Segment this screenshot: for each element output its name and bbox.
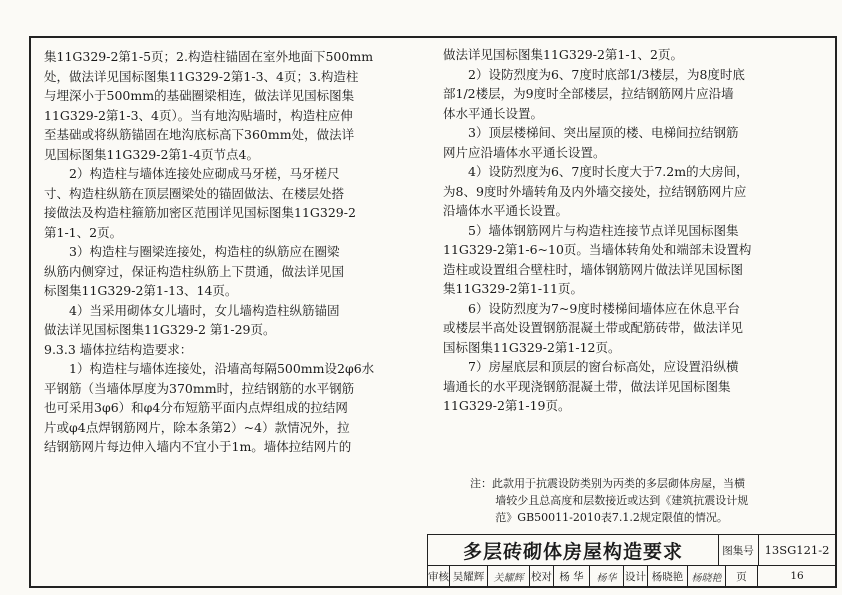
drawing-title: 多层砖砌体房屋构造要求 <box>428 535 719 566</box>
reviewer-signature: 关耀辉 <box>488 565 530 587</box>
text-line: 结钢筋网片每边伸入墙内不宜小于1m。墙体拉结网片的 <box>44 439 352 454</box>
text-line: 接做法及构造柱箍筋加密区范围详见国标图集11G329-2 <box>44 205 356 220</box>
design-label: 设计 <box>624 565 648 587</box>
text-line: 集11G329-2第1-5页；2.构造柱锚固在室外地面下500mm <box>44 49 374 64</box>
paragraph <box>443 299 821 358</box>
text-line: 片或φ4点焊钢筋网片，除本条第2）~4）款情况外，拉 <box>44 419 350 435</box>
text-line: 9.3.3 墙体拉结构造要求： <box>44 341 193 357</box>
paragraph <box>44 340 416 360</box>
paragraph <box>443 123 821 162</box>
text-line: 4）设防烈度为6、7度时长度大于7.2m的大房间， <box>468 164 749 179</box>
paragraph <box>443 221 821 299</box>
text-line: 或楼层半高处设置钢筋混凝土带或配筋砖带，做法详见 <box>443 320 744 335</box>
text-line: 集11G329-2第1-11页。 <box>443 281 584 296</box>
text-line: 国标图集11G329-2第1-12页。 <box>443 339 621 355</box>
page-number: 16 <box>790 570 804 582</box>
paragraph <box>443 65 821 124</box>
text-line: 3）构造柱与圈梁连接处，构造柱的纵筋应在圈梁 <box>69 244 340 259</box>
designer-name: 杨晓艳 <box>648 565 688 587</box>
text-line: 造柱或设置组合壁柱时，墙体钢筋网片做法详见国标图 <box>443 261 744 277</box>
text-line: 网片应沿墙体水平通长设置。 <box>443 144 606 160</box>
paragraph <box>443 162 821 221</box>
text-line: 为8、9度时外墙转角及内外墙交接处，拉结钢筋网片应 <box>443 183 747 199</box>
text-line: 平钢筋（当墙体厚度为370mm时，拉结钢筋的水平钢筋 <box>44 380 355 396</box>
text-line: 也可采用3φ6）和φ4分布短筋平面内点焊组成的拉结网 <box>44 400 348 415</box>
text-line: 第1-1、2页。 <box>44 224 123 240</box>
text-line: 11G329-2第1-3、4页）。当有地沟贴墙时，构造柱应伸 <box>44 107 353 123</box>
note <box>470 475 820 526</box>
checker-signature: 杨华 <box>590 565 624 587</box>
note-line: 范》GB50011-2010表7.1.2规定限值的情况。 <box>495 511 728 524</box>
paragraph <box>44 47 416 164</box>
check-label: 校对 <box>530 565 554 587</box>
text-line: 沿墙体水平通长设置。 <box>443 203 569 218</box>
page-label: 页 <box>726 565 758 587</box>
text-line: 纵筋内侧穿过，保证构造柱纵筋上下贯通，做法详见国 <box>44 263 345 279</box>
checker-name: 杨 华 <box>554 565 590 587</box>
text-line: 标图集11G329-2第1-13、14页。 <box>44 283 238 298</box>
text-line: 部1/2楼层，为9度时全部楼层，拉结钢筋网片应沿墙 <box>443 86 734 101</box>
signature-row <box>428 565 836 587</box>
text-line: 处，做法详见国标图集11G329-2第1-3、4页；3.构造柱 <box>44 68 359 84</box>
left-text-column <box>44 47 416 457</box>
paragraph <box>443 357 821 416</box>
paragraph <box>44 359 416 457</box>
note-line: 注：此款用于抗震设防类别为丙类的多层砌体房屋，当横 <box>470 477 745 490</box>
text-line: 11G329-2第1-6~10页。当墙体转角处和端部未设置构 <box>443 242 752 257</box>
text-line: 至基础或将纵筋锚固在地沟底标高下360mm处，做法详 <box>44 127 355 142</box>
text-line: 6）设防烈度为7~9度时楼梯间墙体应在休息平台 <box>468 300 740 316</box>
text-line: 寸、构造柱纵筋在顶层圈梁处的锚固做法、在楼层处搭 <box>44 185 345 201</box>
text-line: 做法详见国标图集11G329-2 第1-29页。 <box>44 322 276 337</box>
reviewer-name: 吴耀辉 <box>450 565 488 587</box>
designer-signature: 杨晓艳 <box>688 565 726 587</box>
text-line: 2）构造柱与墙体连接处应砌成马牙槎，马牙槎尺 <box>69 166 340 181</box>
paragraph <box>44 164 416 242</box>
paragraph <box>44 301 416 340</box>
text-line: 见国标图集11G329-2第1-4页节点4。 <box>44 146 260 162</box>
paragraph <box>443 45 821 65</box>
text-line: 2）设防烈度为6、7度时底部1/3楼层，为8度时底 <box>468 66 745 82</box>
title-block <box>427 534 837 588</box>
text-line: 做法详见国标图集11G329-2第1-1、2页。 <box>443 47 684 62</box>
atlas-number-label: 图集号 <box>718 535 759 566</box>
text-line: 11G329-2第1-19页。 <box>443 398 571 413</box>
text-line: 5）墙体钢筋网片与构造柱连接节点详见国标图集 <box>468 222 739 238</box>
text-line: 墙通长的水平现浇钢筋混凝土带，做法详见国标图集 <box>443 378 731 394</box>
review-label: 审核 <box>428 565 450 587</box>
text-line: 与埋深小于500mm的基础圈梁相连，做法详见国标图集 <box>44 88 355 103</box>
paragraph <box>44 242 416 301</box>
text-line: 7）房屋底层和顶层的窗台标高处，应设置沿纵横 <box>468 359 739 374</box>
text-line: 1）构造柱与墙体连接处，沿墙高每隔500mm设2φ6水 <box>69 361 375 376</box>
text-line: 4）当采用砌体女儿墙时，女儿墙构造柱纵筋锚固 <box>69 302 340 318</box>
note-line: 墙较少且总高度和层数接近或达到《建筑抗震设计规 <box>495 494 749 507</box>
text-line: 体水平通长设置。 <box>443 105 544 121</box>
text-line: 3）顶层楼梯间、突出屋顶的楼、电梯间拉结钢筋 <box>468 125 739 140</box>
right-text-column <box>443 45 821 416</box>
atlas-number: 13SG121-2 <box>758 535 836 566</box>
